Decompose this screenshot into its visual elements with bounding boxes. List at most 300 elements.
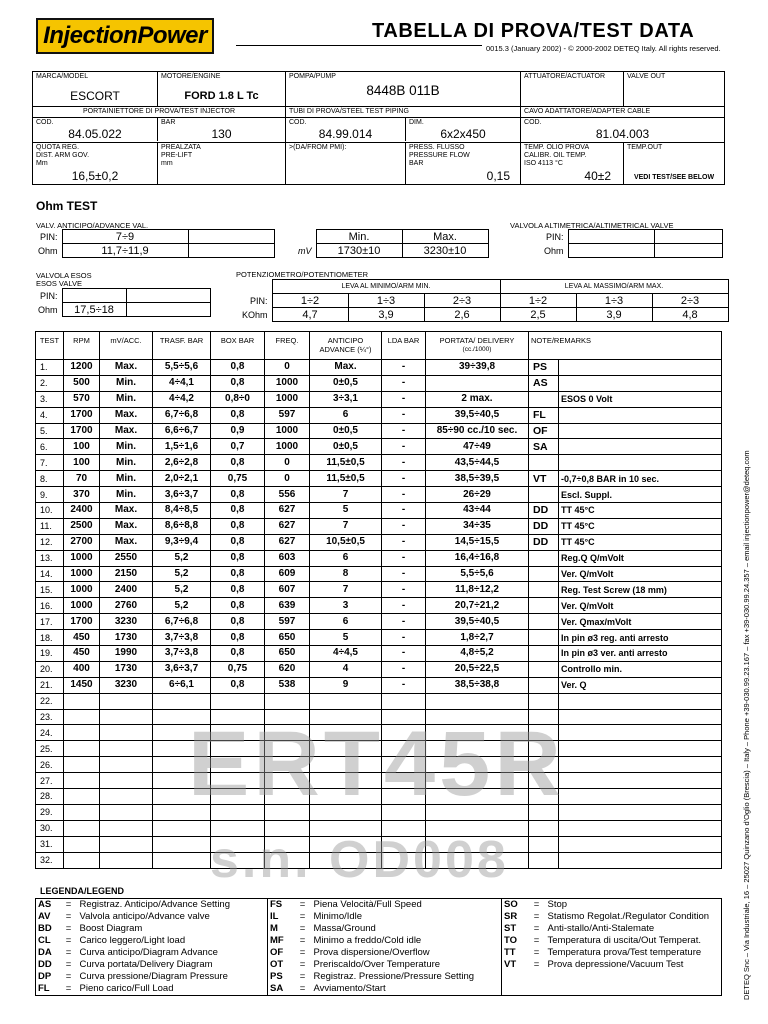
pot-kohm-value: 2,6: [424, 308, 500, 322]
temp-value: 40±2: [584, 169, 612, 183]
table-cell: 39÷39,8: [426, 360, 529, 376]
legend-equals: [528, 971, 546, 983]
col-anticipo: ANTICIPO ADVANCE (¼°): [310, 332, 382, 360]
table-cell: 4÷4,1: [153, 375, 211, 391]
table-cell: [426, 741, 529, 757]
table-cell: 38,5÷39,5: [426, 471, 529, 487]
table-cell: [529, 693, 559, 709]
table-row: [36, 630, 722, 646]
table-cell: 8,6÷8,8: [153, 518, 211, 534]
table-cell: [310, 836, 382, 852]
table-cell: 1450: [64, 677, 100, 693]
table-cell: [100, 836, 153, 852]
table-cell: Min.: [100, 455, 153, 471]
table-cell: 650: [265, 646, 310, 662]
legend-description: Pieno carico/Full Load: [79, 983, 174, 994]
press-label-1: PRESS. FLUSSO: [409, 144, 465, 151]
table-cell: [64, 789, 100, 805]
altim-box: [520, 229, 723, 258]
pompa-value: 8448B 011B: [366, 83, 440, 98]
table-cell: 0,8: [211, 550, 265, 566]
table-cell: [153, 741, 211, 757]
legend-code: [502, 983, 528, 996]
table-cell: 607: [265, 582, 310, 598]
legend-description: Statismo Regolat./Regulator Condition: [547, 911, 710, 922]
legend-code: FL: [38, 983, 50, 994]
pot-pin-label: PIN:: [249, 295, 268, 306]
portainiettore-cod-label: COD.: [36, 119, 54, 126]
legend-description: Minimo a freddo/Cold idle: [313, 935, 422, 946]
prealzata-cell: [158, 143, 286, 185]
table-cell: [426, 820, 529, 836]
test-data-table: [35, 331, 722, 869]
table-cell: Max.: [100, 423, 153, 439]
esos-pin-label: PIN:: [40, 290, 58, 301]
table-cell: [559, 455, 722, 471]
table-cell: 0: [265, 471, 310, 487]
legend-description: [546, 971, 722, 983]
table-cell: 0: [265, 455, 310, 471]
table-cell: [265, 773, 310, 789]
table-cell: 100: [64, 455, 100, 471]
title-rule: [236, 45, 482, 46]
temp-label-3: ISO 4113 °C: [524, 160, 563, 167]
legend-code: SR: [502, 911, 528, 923]
legend-description: Boost Diagram: [79, 923, 143, 934]
table-cell: 538: [265, 677, 310, 693]
table-cell: 39,5÷40,5: [426, 407, 529, 423]
table-cell: [529, 550, 559, 566]
table-cell: -: [382, 598, 426, 614]
legend-description: Carico leggero/Light load: [79, 935, 186, 946]
table-cell: 0,8: [211, 503, 265, 519]
legend-equals: =: [65, 983, 72, 994]
table-cell: Min.: [100, 471, 153, 487]
table-cell: [211, 725, 265, 741]
valv-anticipo-label: VALV. ANTICIPO/ADVANCE VAL.: [36, 221, 149, 230]
table-cell: 3,7÷3,8: [153, 646, 211, 662]
table-cell: [211, 789, 265, 805]
table-cell: -: [382, 423, 426, 439]
table-cell: [382, 725, 426, 741]
attuatore-cell: [521, 72, 624, 107]
table-cell: [426, 773, 529, 789]
table-cell: [265, 789, 310, 805]
table-cell: 25.: [36, 741, 64, 757]
table-cell: 1000: [265, 439, 310, 455]
table-cell: 639: [265, 598, 310, 614]
table-cell: Ver. Q/mVolt: [559, 598, 722, 614]
table-cell: 8,4÷8,5: [153, 503, 211, 519]
press-label-2: PRESSURE FLOW: [409, 152, 470, 159]
table-cell: 26÷29: [426, 487, 529, 503]
table-row: [36, 661, 722, 677]
legend-code: TO: [502, 935, 528, 947]
legend-description: Temperatura di uscita/Out Temperat.: [547, 935, 701, 946]
cavo-cell: [521, 107, 725, 143]
portata-header-label: PORTATA/ DELIVERY: [439, 336, 515, 345]
legend-row: [36, 971, 722, 983]
table-cell: 1000: [265, 375, 310, 391]
pot-label: POTENZIOMETRO/POTENTIOMETER: [236, 270, 369, 279]
prealzata-label-1: PREALZATA: [161, 144, 201, 151]
tubi-cod-value: 84.99.014: [318, 127, 373, 141]
table-cell: 14.: [36, 566, 64, 582]
legend-description: Registraz. Pressione/Pressure Setting: [313, 971, 475, 982]
tubi-label: TUBI DI PROVA/STEEL TEST PIPING: [286, 107, 520, 118]
table-cell: -0,7÷0,8 BAR in 10 sec.: [559, 471, 722, 487]
table-cell: 1200: [64, 360, 100, 376]
table-cell: TT 45°C: [559, 534, 722, 550]
table-cell: -: [382, 375, 426, 391]
table-cell: 2500: [64, 518, 100, 534]
table-cell: 3.: [36, 391, 64, 407]
table-cell: [153, 773, 211, 789]
tubi-cell: [286, 107, 521, 143]
table-cell: 627: [265, 503, 310, 519]
table-cell: Min.: [100, 487, 153, 503]
table-cell: [265, 693, 310, 709]
table-cell: 0,8: [211, 375, 265, 391]
table-cell: [265, 820, 310, 836]
table-cell: [529, 455, 559, 471]
legend-description: Prova depressione/Vacuum Test: [547, 959, 684, 970]
table-cell: [100, 693, 153, 709]
table-cell: 1,5÷1,6: [153, 439, 211, 455]
pompa-cell: [286, 72, 521, 107]
table-cell: 0±0,5: [310, 423, 382, 439]
quota-label-1: QUOTA REG.: [36, 144, 80, 151]
table-cell: 26.: [36, 757, 64, 773]
table-cell: 6: [310, 407, 382, 423]
table-cell: 6,7÷6,8: [153, 407, 211, 423]
legend-row: [36, 899, 722, 912]
pot-kohm-value: 3,9: [348, 308, 424, 322]
table-cell: 11.: [36, 518, 64, 534]
altim-pin-label: PIN:: [545, 231, 564, 242]
legend-equals: =: [299, 947, 306, 958]
legend-equals: =: [533, 935, 540, 946]
table-cell: [64, 773, 100, 789]
table-row: [36, 614, 722, 630]
table-cell: 29.: [36, 804, 64, 820]
table-row: [36, 582, 722, 598]
table-cell: -: [382, 661, 426, 677]
pot-pin-value: 1÷2: [272, 294, 348, 308]
table-cell: [100, 757, 153, 773]
quota-label-2: DIST. ARM GOV.: [36, 152, 90, 159]
pot-pin-value: 2÷3: [424, 294, 500, 308]
potentiometer-box: [236, 279, 729, 322]
tempout-cell: [624, 143, 725, 185]
table-cell: 7.: [36, 455, 64, 471]
table-cell: 43,5÷44,5: [426, 455, 529, 471]
legend-description: Curva portata/Delivery Diagram: [79, 959, 213, 970]
leva-min-label: LEVA AL MINIMO/ARM MIN.: [272, 280, 500, 294]
table-cell: [426, 852, 529, 868]
table-cell: 556: [265, 487, 310, 503]
table-cell: [100, 852, 153, 868]
motore-cell: [158, 72, 286, 107]
table-cell: 9.: [36, 487, 64, 503]
table-cell: 500: [64, 375, 100, 391]
table-cell: -: [382, 391, 426, 407]
table-cell: 2700: [64, 534, 100, 550]
bar-value: 130: [211, 127, 232, 141]
valv-pin-value: 7÷9: [62, 230, 188, 244]
table-cell: [559, 423, 722, 439]
table-cell: 2760: [100, 598, 153, 614]
ohm-test-title: Ohm TEST: [36, 199, 98, 213]
legend-equals: =: [65, 935, 72, 946]
table-cell: [211, 773, 265, 789]
valv-ohm-value: 11,7÷11,9: [62, 244, 188, 258]
table-cell: [153, 836, 211, 852]
table-cell: 20.: [36, 661, 64, 677]
table-cell: AS: [529, 375, 559, 391]
table-cell: 2.: [36, 375, 64, 391]
table-cell: [64, 820, 100, 836]
table-cell: 0,8: [211, 534, 265, 550]
table-cell: 0,8: [211, 614, 265, 630]
watermark-model: ERT45R: [188, 713, 565, 815]
legend-equals: =: [533, 959, 540, 970]
legend-code: [502, 971, 528, 983]
table-cell: [426, 375, 529, 391]
legend-code: OF: [268, 947, 294, 959]
tubi-cod-label: COD.: [289, 119, 307, 126]
table-cell: [529, 773, 559, 789]
table-cell: 6÷6,1: [153, 677, 211, 693]
table-cell: 5,2: [153, 566, 211, 582]
esos-label-1: VALVOLA ESOS: [36, 271, 92, 280]
table-cell: 2400: [100, 582, 153, 598]
table-cell: [64, 836, 100, 852]
table-cell: In pin ø3 ver. anti arresto: [559, 646, 722, 662]
valv-ohm-label: Ohm: [38, 245, 58, 256]
press-cell: [406, 143, 521, 185]
table-cell: [382, 836, 426, 852]
table-cell: 3: [310, 598, 382, 614]
table-cell: [529, 630, 559, 646]
bar-label: BAR: [161, 119, 176, 126]
table-cell: [265, 757, 310, 773]
table-cell: Ver. Qmax/mVolt: [559, 614, 722, 630]
temp-cell: [521, 143, 624, 185]
table-cell: Max.: [100, 518, 153, 534]
portainiettore-label: PORTAINIETTORE DI PROVA/TEST INJECTOR: [33, 107, 285, 118]
legend-equals: =: [65, 911, 72, 922]
table-cell: [211, 693, 265, 709]
table-cell: [559, 360, 722, 376]
table-cell: 1000: [64, 566, 100, 582]
table-cell: [559, 852, 722, 868]
table-cell: 1730: [100, 661, 153, 677]
table-cell: 0±0,5: [310, 439, 382, 455]
legend-description: Piena Velocità/Full Speed: [313, 899, 422, 910]
legend-equals: =: [533, 923, 540, 934]
table-cell: 0,8÷0: [211, 391, 265, 407]
table-cell: 20,7÷21,2: [426, 598, 529, 614]
table-cell: -: [382, 582, 426, 598]
table-cell: 1730: [100, 630, 153, 646]
table-cell: 1,8÷2,7: [426, 630, 529, 646]
table-cell: [310, 693, 382, 709]
table-cell: [426, 789, 529, 805]
table-cell: Max.: [100, 360, 153, 376]
table-cell: [559, 757, 722, 773]
table-cell: 21.: [36, 677, 64, 693]
legend-code: MF: [268, 935, 294, 947]
col-box-bar: BOX BAR: [211, 332, 265, 360]
mv-min-label: Min.: [316, 230, 402, 244]
table-cell: [426, 804, 529, 820]
table-cell: 1000: [265, 391, 310, 407]
legend-equals: =: [299, 923, 306, 934]
table-cell: [529, 661, 559, 677]
table-cell: -: [382, 534, 426, 550]
legend-code: OT: [268, 959, 294, 971]
table-row: [36, 709, 722, 725]
mv-max-label: Max.: [402, 230, 488, 244]
pot-kohm-value: 2,5: [500, 308, 576, 322]
table-cell: 0,8: [211, 455, 265, 471]
table-cell: 4÷4,2: [153, 391, 211, 407]
col-freq: FREQ.: [265, 332, 310, 360]
table-cell: 2,6÷2,8: [153, 455, 211, 471]
portata-unit: (cc./1000): [462, 346, 492, 353]
table-cell: [529, 725, 559, 741]
table-cell: DD: [529, 534, 559, 550]
table-cell: 627: [265, 518, 310, 534]
table-cell: 10.: [36, 503, 64, 519]
table-cell: [559, 820, 722, 836]
table-row: [36, 566, 722, 582]
legend-code: CL: [38, 935, 51, 946]
legend-description: Curva pressione/Diagram Pressure: [79, 971, 228, 982]
marca-cell: [33, 72, 158, 107]
table-cell: -: [382, 487, 426, 503]
prealzata-label-2: PRE-LIFT: [161, 152, 193, 159]
table-row: [36, 773, 722, 789]
table-cell: Max.: [310, 360, 382, 376]
table-cell: [529, 757, 559, 773]
table-cell: 39,5÷40,5: [426, 614, 529, 630]
legend-description: Stop: [547, 899, 568, 910]
watermark-serial: s.n. OD008: [210, 831, 509, 889]
table-cell: TT 45°C: [559, 518, 722, 534]
table-cell: 17.: [36, 614, 64, 630]
table-cell: PS: [529, 360, 559, 376]
table-cell: 609: [265, 566, 310, 582]
table-cell: 100: [64, 439, 100, 455]
table-row: [36, 487, 722, 503]
pot-pin-value: 1÷3: [348, 294, 424, 308]
portainiettore-cell: [33, 107, 286, 143]
table-cell: [559, 789, 722, 805]
col-trasf-bar: TRASF. BAR: [153, 332, 211, 360]
mv-label: mV: [298, 245, 312, 256]
table-cell: [265, 709, 310, 725]
table-cell: 8: [310, 566, 382, 582]
table-cell: 70: [64, 471, 100, 487]
pompa-label: POMPA/PUMP: [289, 73, 336, 80]
table-cell: 650: [265, 630, 310, 646]
table-cell: [529, 566, 559, 582]
table-cell: 2150: [100, 566, 153, 582]
table-cell: [529, 741, 559, 757]
table-cell: [153, 820, 211, 836]
table-cell: 5,2: [153, 582, 211, 598]
table-cell: -: [382, 471, 426, 487]
table-cell: -: [382, 566, 426, 582]
pot-kohm-value: 3,9: [576, 308, 652, 322]
dim-label: DIM.: [409, 119, 424, 126]
table-cell: 5,5÷5,6: [426, 566, 529, 582]
legend-code: BD: [38, 923, 52, 934]
legend-description: Prova dispersione/Overflow: [313, 947, 430, 958]
table-cell: 2,0÷2,1: [153, 471, 211, 487]
legend-equals: =: [65, 923, 72, 934]
table-cell: 2550: [100, 550, 153, 566]
table-cell: [559, 773, 722, 789]
table-cell: TT 45°C: [559, 503, 722, 519]
legend-description: Valvola anticipo/Advance valve: [79, 911, 210, 922]
table-cell: -: [382, 614, 426, 630]
cavo-cod-label: COD.: [524, 119, 542, 126]
table-cell: [559, 439, 722, 455]
table-cell: 3÷3,1: [310, 391, 382, 407]
legend-code: VT: [502, 959, 528, 971]
table-cell: 6,6÷6,7: [153, 423, 211, 439]
table-cell: 32.: [36, 852, 64, 868]
table-row: [36, 646, 722, 662]
table-cell: 20,5÷22,5: [426, 661, 529, 677]
motore-value: FORD 1.8 L Tc: [184, 90, 259, 102]
table-cell: 16,4÷16,8: [426, 550, 529, 566]
legend-equals: =: [65, 959, 72, 970]
table-cell: 0,8: [211, 677, 265, 693]
table-cell: -: [382, 550, 426, 566]
table-cell: 1000: [64, 582, 100, 598]
table-cell: 6: [310, 614, 382, 630]
table-cell: 10,5±0,5: [310, 534, 382, 550]
legend-code: AV: [38, 911, 51, 922]
table-cell: 1700: [64, 407, 100, 423]
table-cell: [310, 820, 382, 836]
table-cell: 1000: [64, 550, 100, 566]
table-cell: -: [382, 439, 426, 455]
table-row: [36, 534, 722, 550]
table-cell: [64, 693, 100, 709]
table-cell: 0,8: [211, 518, 265, 534]
table-cell: [529, 487, 559, 503]
press-label-3: BAR: [409, 160, 424, 167]
table-row: [36, 741, 722, 757]
table-row: [36, 423, 722, 439]
table-cell: 6: [310, 550, 382, 566]
table-cell: 3230: [100, 677, 153, 693]
table-cell: 30.: [36, 820, 64, 836]
table-cell: 5.: [36, 423, 64, 439]
altim-label: VALVOLA ALTIMETRICA/ALTIMETRICAL VALVE: [510, 221, 674, 230]
legend-equals: =: [65, 971, 72, 982]
table-cell: 7: [310, 582, 382, 598]
table-cell: 6,7÷6,8: [153, 614, 211, 630]
table-cell: 15.: [36, 582, 64, 598]
table-cell: 12.: [36, 534, 64, 550]
legend-description: Curva anticipo/Diagram Advance: [79, 947, 218, 958]
